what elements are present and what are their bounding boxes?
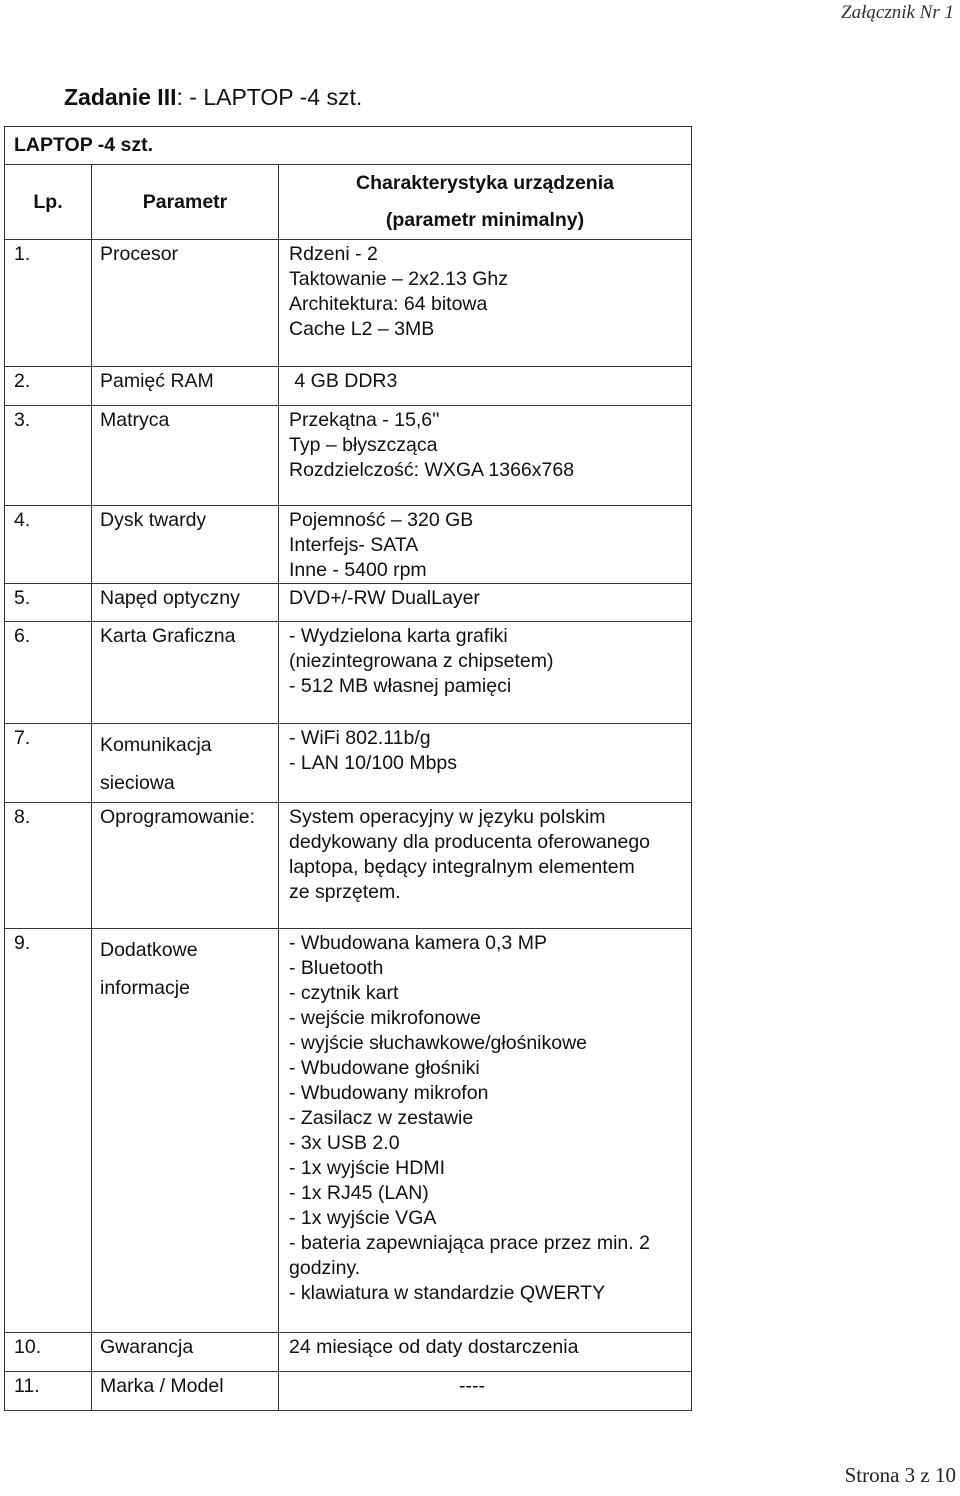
specification-line: 24 miesiące od daty dostarczenia [289,1336,579,1358]
specification-line: ze sprzętem. [289,881,401,903]
table-body [5,240,692,1411]
specification-line: - WiFi 802.11b/g [289,727,431,749]
row-number: 8. [5,803,92,929]
parameter-line: Dodatkowe [100,939,198,961]
specification-line: dedykowany dla producenta oferowanego [289,831,651,853]
specification-line: Typ – błyszcząca [289,434,438,456]
specification-line: - Bluetooth [289,957,384,979]
spec-table [4,126,692,1411]
specification-line: Cache L2 – 3MB [289,318,435,340]
row-number: 3. [5,406,92,506]
page-number: Strona 3 z 10 [844,1463,956,1487]
row-parameter [92,724,279,803]
row-parameter [92,367,279,406]
parameter-line: Matryca [100,409,170,431]
row-specification [279,929,692,1333]
row-specification [279,406,692,506]
row-number: 11. [5,1372,92,1411]
row-parameter [92,406,279,506]
specification-line: Przekątna - 15,6'' [289,409,440,431]
specification-line: - klawiatura w standardzie QWERTY [289,1282,606,1304]
table-title-row [5,127,692,165]
specification-line: - 1x wyjście VGA [289,1207,437,1229]
specification-line: - Wbudowana kamera 0,3 MP [289,932,547,954]
specification-line: Pojemność – 320 GB [289,509,474,531]
table-row [5,406,692,506]
specification-line: - 512 MB własnej pamięci [289,675,512,697]
specification-line: godziny. [289,1257,361,1279]
parameter-line: Pamięć RAM [100,370,214,392]
specification-line: - Zasilacz w zestawie [289,1107,474,1129]
specification-line: laptopa, będący integralnym elementem [289,856,635,878]
row-number: 4. [5,506,92,584]
specification-line: Rdzeni - 2 [289,243,378,265]
row-number: 5. [5,584,92,622]
specification-line: Architektura: 64 bitowa [289,293,488,315]
specification-line: - LAN 10/100 Mbps [289,752,458,774]
table-row [5,929,692,1333]
row-specification [279,622,692,724]
annex-label: Załącznik Nr 1 [841,2,954,23]
row-specification [279,367,692,406]
row-specification [279,240,692,367]
specification-line: DVD+/-RW DualLayer [289,587,480,609]
parameter-line: informacje [100,977,190,999]
table-row [5,1333,692,1372]
row-number: 9. [5,929,92,1333]
table-title: LAPTOP -4 szt. [5,127,692,165]
parameter-line: Oprogramowanie: [100,806,255,828]
specification-line: - czytnik kart [289,982,399,1004]
table-header-row [5,165,692,240]
table-row [5,367,692,406]
table-row [5,506,692,584]
header-characteristics [279,165,692,240]
specification-line: - wejście mikrofonowe [289,1007,481,1029]
table-row [5,724,692,803]
table-row [5,240,692,367]
row-number: 6. [5,622,92,724]
specification-line: - 3x USB 2.0 [289,1132,400,1154]
parameter-line: Dysk twardy [100,509,207,531]
specification-line: System operacyjny w języku polskim [289,806,606,828]
specification-line: - Wydzielona karta grafiki [289,625,508,647]
parameter-line: Marka / Model [100,1375,224,1397]
row-parameter [92,622,279,724]
row-parameter [92,1333,279,1372]
task-heading-rest: : - LAPTOP -4 szt. [176,84,363,110]
row-parameter [92,803,279,929]
row-number: 7. [5,724,92,803]
specification-line: Interfejs- SATA [289,534,419,556]
row-specification [279,584,692,622]
specification-line: - bateria zapewniająca prace przez min. 2 [289,1232,650,1254]
row-parameter [92,240,279,367]
table-row [5,622,692,724]
table-row [5,584,692,622]
row-specification [279,1333,692,1372]
specification-line: 4 GB DDR3 [289,370,398,392]
parameter-line: sieciowa [100,772,175,794]
row-specification [279,724,692,803]
parameter-line: Karta Graficzna [100,625,236,647]
row-parameter [92,1372,279,1411]
row-parameter [92,584,279,622]
header-lp: Lp. [5,165,92,240]
row-number: 2. [5,367,92,406]
row-specification [279,1372,692,1411]
row-number: 1. [5,240,92,367]
parameter-line: Komunikacja [100,734,212,756]
specification-line: - 1x wyjście HDMI [289,1157,446,1179]
parameter-line: Procesor [100,243,179,265]
row-parameter [92,929,279,1333]
row-number: 10. [5,1333,92,1372]
specification-line: - 1x RJ45 (LAN) [289,1182,429,1204]
specification-line: - wyjście słuchawkowe/głośnikowe [289,1032,588,1054]
specification-line: - Wbudowany mikrofon [289,1082,489,1104]
specification-line: (niezintegrowana z chipsetem) [289,650,554,672]
specification-line: Rozdzielczość: WXGA 1366x768 [289,459,575,481]
parameter-line: Napęd optyczny [100,587,240,609]
specification-line: ---- [459,1375,485,1397]
task-heading-bold: Zadanie III [64,84,177,110]
header-characteristics-line1: Charakterystyka urządzenia [356,172,614,194]
task-heading [64,84,362,111]
header-param: Parametr [92,165,279,240]
specification-line: Inne - 5400 rpm [289,559,427,581]
table-row [5,803,692,929]
row-specification [279,506,692,584]
row-specification [279,803,692,929]
row-parameter [92,506,279,584]
specification-line: - Wbudowane głośniki [289,1057,480,1079]
table-row [5,1372,692,1411]
header-characteristics-line2: (parametr minimalny) [385,209,585,231]
specification-line: Taktowanie – 2x2.13 Ghz [289,268,508,290]
parameter-line: Gwarancja [100,1336,194,1358]
